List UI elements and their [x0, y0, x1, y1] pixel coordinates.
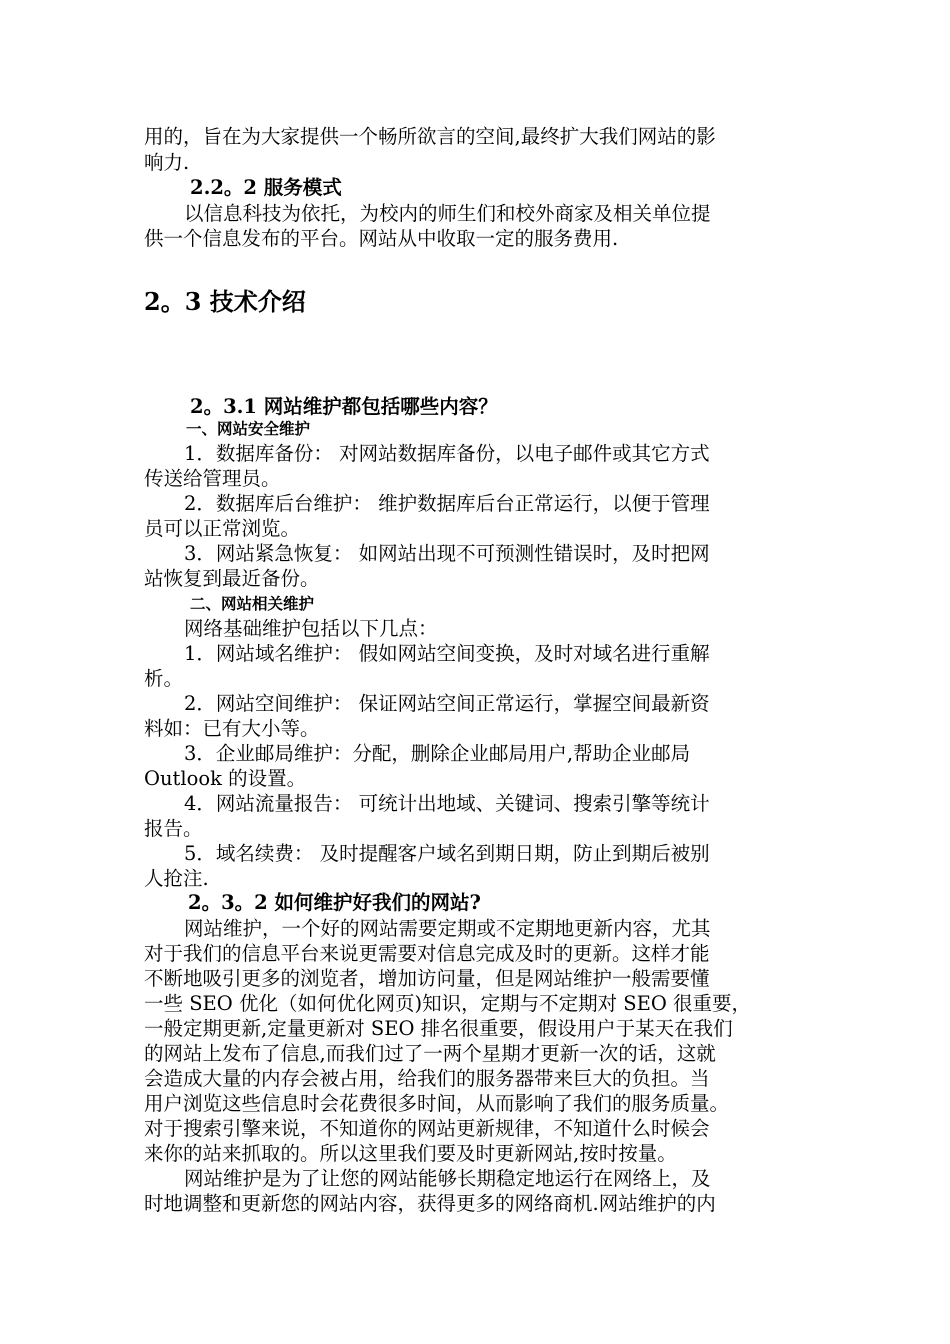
heading-2-2-2: 2.2。2 服务模式	[190, 176, 342, 199]
body-line: 站恢复到最近备份。	[144, 567, 320, 590]
body-line: 5．域名续费： 及时提醒客户域名到期日期，防止到期后被别	[184, 842, 710, 865]
body-line: 不断地吸引更多的浏览者，增加访问量，但是网站维护一般需要懂	[144, 967, 710, 990]
body-line: 来你的站来抓取的。所以这里我们要及时更新网站,按时按量。	[144, 1142, 677, 1165]
body-line: 1．网站域名维护： 假如网站空间变换，及时对域名进行重解	[184, 642, 710, 665]
body-line: 网络基础维护包括以下几点：	[184, 617, 438, 640]
body-line: 供一个信息发布的平台。网站从中收取一定的服务费用.	[144, 227, 619, 250]
body-line: 用的，旨在为大家提供一个畅所欲言的空间,最终扩大我们网站的影	[144, 125, 716, 148]
body-line: 以信息科技为依托，为校内的师生们和校外商家及相关单位提	[184, 202, 711, 225]
heading-2-3-1: 2。3.1 网站维护都包括哪些内容？	[190, 395, 498, 418]
body-line: 员可以正常浏览。	[144, 517, 301, 540]
body-line: 2．数据库后台维护： 维护数据库后台正常运行，以便于管理	[184, 492, 710, 515]
body-line: 的网站上发布了信息,而我们过了一两个星期才更新一次的话，这就	[144, 1042, 716, 1065]
body-line: 网站维护是为了让您的网站能够长期稳定地运行在网络上，及	[184, 1167, 711, 1190]
body-line: 对于我们的信息平台来说更需要对信息完成及时的更新。这样才能	[144, 942, 710, 965]
body-line: 会造成大量的内存会被占用，给我们的服务器带来巨大的负担。当	[144, 1067, 710, 1090]
body-line: 网站维护，一个好的网站需要定期或不定期地更新内容，尤其	[184, 917, 711, 940]
body-line: 4．网站流量报告： 可统计出地域、关键词、搜索引擎等统计	[184, 792, 710, 815]
body-line: 报告。	[144, 817, 203, 840]
body-line: 一般定期更新,定量更新对 SEO 排名很重要，假设用户于某天在我们	[144, 1017, 733, 1040]
body-line: 3．企业邮局维护：分配，删除企业邮局用户,帮助企业邮局	[184, 742, 691, 765]
body-line: 2．网站空间维护： 保证网站空间正常运行，掌握空间最新资	[184, 692, 710, 715]
subheading-security: 一、网站安全维护	[186, 419, 311, 438]
body-line: 人抢注.	[144, 867, 209, 890]
body-line: 用户浏览这些信息时会花费很多时间，从而影响了我们的服务质量。	[144, 1092, 730, 1115]
body-line: 传送给管理员。	[144, 467, 281, 490]
heading-2-3-2: 2。3。2 如何维护好我们的网站?	[188, 891, 481, 914]
body-line: 响力.	[144, 151, 190, 174]
body-line: 时地调整和更新您的网站内容，获得更多的网络商机.网站维护的内	[144, 1192, 716, 1215]
body-line: 料如：已有大小等。	[144, 717, 320, 740]
body-line: 析。	[144, 667, 184, 690]
heading-2-3: 2。3 技术介绍	[144, 287, 306, 316]
subheading-related: 二、网站相关维护	[190, 594, 315, 613]
body-line: Outlook 的设置。	[144, 767, 307, 790]
body-line: 一些 SEO 优化（如何优化网页)知识，定期与不定期对 SEO 很重要，	[144, 992, 752, 1015]
body-line: 1．数据库备份： 对网站数据库备份，以电子邮件或其它方式	[184, 442, 710, 465]
body-line: 对于搜索引擎来说，不知道你的网站更新规律，不知道什么时候会	[144, 1117, 710, 1140]
body-line: 3．网站紧急恢复： 如网站出现不可预测性错误时，及时把网	[184, 542, 710, 565]
